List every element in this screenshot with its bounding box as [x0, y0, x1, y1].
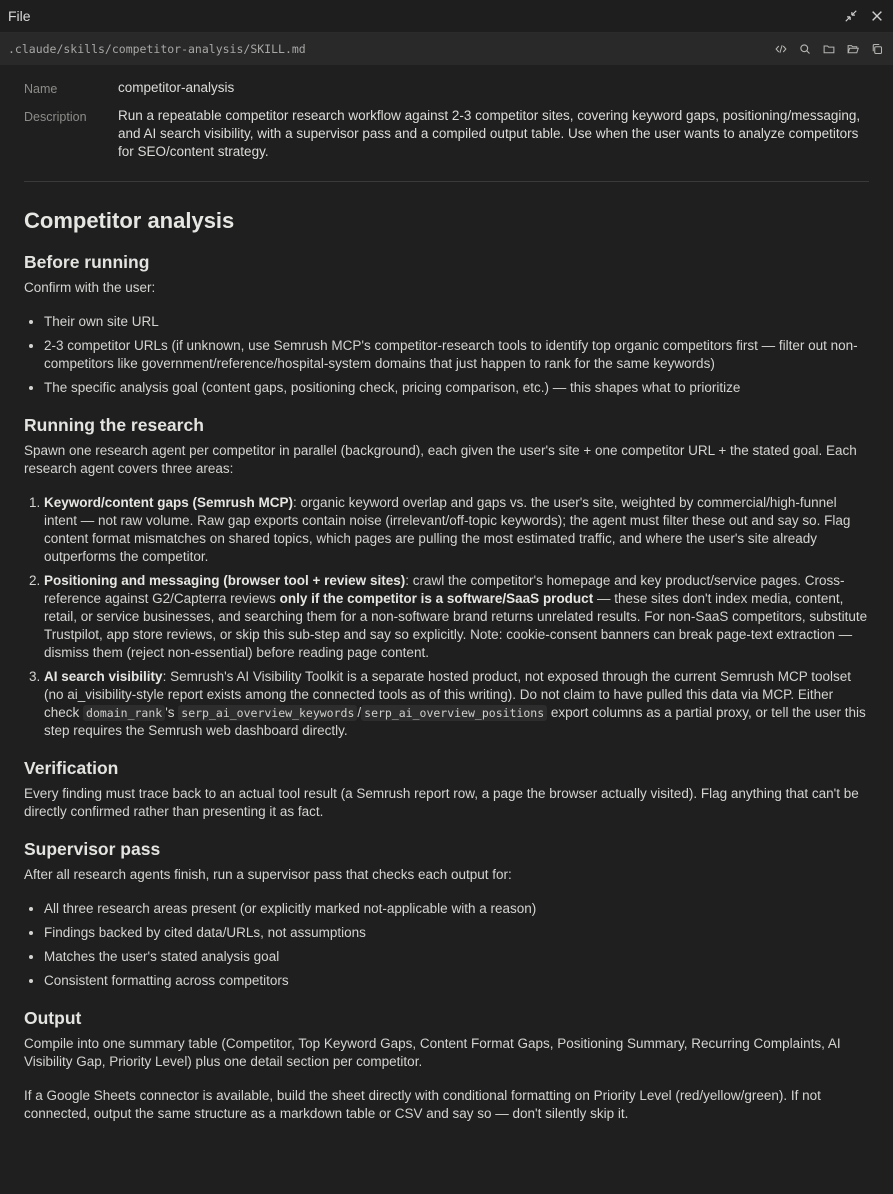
collapse-icon[interactable] — [843, 8, 859, 24]
item-text: — these sites don't index media, content, retail, or service businesses, and searching them for a non-software brand returns unrelated results. For non-SaaS competitors, substitute Trustpilot, app store reviews, or skip this sub-step and say so explicitly. Note: cookie-consent banners can break page-text extraction — dismiss them (reject non-essential) before reading page content. — [44, 591, 868, 660]
inline-code: domain_rank — [83, 705, 165, 721]
supervisor-heading: Supervisor pass — [24, 839, 161, 859]
item-text: / — [357, 705, 362, 720]
description-label: Description — [24, 110, 87, 124]
before-running-list — [44, 313, 869, 397]
list-item: • 2-3 competitor URLs (if unknown, use Semrush MCP's competitor-research tools to identify top organic competitors first — filter out non-competitors like government/reference/hospital-system domains that just happen to rank for the same keywords) — [44, 337, 869, 373]
list-item — [44, 494, 869, 566]
list-item — [44, 668, 869, 740]
window-title: File — [8, 8, 31, 24]
running-research-heading: Running the research — [24, 415, 204, 435]
item-text: 's — [165, 705, 179, 720]
folder-open-icon[interactable] — [845, 41, 861, 57]
item-text: export columns as a partial proxy, or tell the user this step requires the Semrush web dashboard directly. — [44, 705, 866, 738]
supervisor-list — [44, 900, 869, 990]
page-title: Competitor analysis — [24, 208, 235, 233]
code-icon[interactable] — [773, 41, 789, 57]
window-controls — [843, 8, 885, 24]
folder-icon[interactable] — [821, 41, 837, 57]
name-label: Name — [24, 82, 58, 96]
item-text: : Semrush's AI Visibility Toolkit is a separate hosted product, not exposed through the current Semrush MCP toolset (no ai_visibility-style report exists among the connected tools as of this writing). Do not claim to have pulled this data via MCP. Either check — [44, 669, 852, 720]
output-paragraph-1: Compile into one summary table (Competitor, Top Keyword Gaps, Content Format Gaps, Positioning Summary, Recurring Complaints, AI Visibility Gap, Priority Level) plus one detail section per competitor. — [24, 1036, 841, 1069]
supervisor-intro: After all research agents finish, run a supervisor pass that checks each output for: — [24, 867, 512, 882]
description-value: Run a repeatable competitor research workflow against 2-3 competitor sites, covering keyword gaps, positioning/messaging, and AI search visibility, with a supervisor pass and a compiled output table. Use when the user wants to analyze competitors for SEO/content strategy. — [118, 108, 861, 159]
path-toolbar — [773, 41, 885, 57]
before-running-intro: Confirm with the user: — [24, 280, 156, 295]
title-bar — [0, 0, 893, 33]
output-paragraph-2: If a Google Sheets connector is available, build the sheet directly with conditional formatting on Priority Level (red/yellow/green). If not connected, output the same structure as a markdown table or CSV and say so — don't silently skip it. — [24, 1088, 821, 1121]
inline-code: serp_ai_overview_keywords — [178, 705, 357, 721]
inline-code: serp_ai_overview_positions — [361, 705, 547, 721]
verification-heading: Verification — [24, 758, 119, 778]
item-bold: Positioning and messaging (browser tool + review sites) — [44, 573, 406, 588]
name-value: competitor-analysis — [118, 80, 235, 95]
item-text: : organic keyword overlap and gaps vs. the user's site, weighted by commercial/high-funnel intent — not raw volume. Raw gap exports contain noise (irrelevant/off-topic keywords); the agent must filter these out and say so. Flag content format mismatches on shared topics, which pages are pulling the most estimated traffic, and where the user's site already outperforms the competitor. — [44, 495, 851, 564]
item-bold: Keyword/content gaps (Semrush MCP) — [44, 495, 294, 510]
markdown-preview — [0, 65, 893, 1123]
output-heading: Output — [24, 1008, 82, 1028]
close-icon[interactable] — [869, 8, 885, 24]
list-item: • Findings backed by cited data/URLs, not assumptions — [44, 924, 869, 942]
verification-text: Every finding must trace back to an actual tool result (a Semrush report row, a page the browser actually visited). Flag anything that can't be directly confirmed rather than presenting it as fact. — [24, 786, 859, 819]
file-path: .claude/skills/competitor-analysis/SKILL.md — [8, 42, 306, 56]
list-item: • All three research areas present (or explicitly marked not-applicable with a reason) — [44, 900, 869, 918]
list-item — [44, 572, 869, 662]
running-research-intro: Spawn one research agent per competitor in parallel (background), each given the user's site + one competitor URL + the stated goal. Each research agent covers three areas: — [24, 443, 857, 476]
path-bar — [0, 33, 893, 65]
copy-icon[interactable] — [869, 41, 885, 57]
list-item: • Consistent formatting across competitors — [44, 972, 869, 990]
list-item: • The specific analysis goal (content gaps, positioning check, pricing comparison, etc.) — this shapes what to prioritize — [44, 379, 869, 397]
item-bold: only if the competitor is a software/SaaS product — [279, 591, 594, 606]
list-item: • Matches the user's stated analysis goal — [44, 948, 869, 966]
frontmatter — [24, 79, 869, 182]
item-bold: AI search visibility — [44, 669, 163, 684]
item-text: : crawl the competitor's homepage and key product/service pages. Cross-reference against G2/Capterra reviews — [44, 573, 845, 606]
research-areas-list — [44, 494, 869, 740]
search-icon[interactable] — [797, 41, 813, 57]
list-item: • Their own site URL — [44, 313, 869, 331]
before-running-heading: Before running — [24, 252, 150, 272]
